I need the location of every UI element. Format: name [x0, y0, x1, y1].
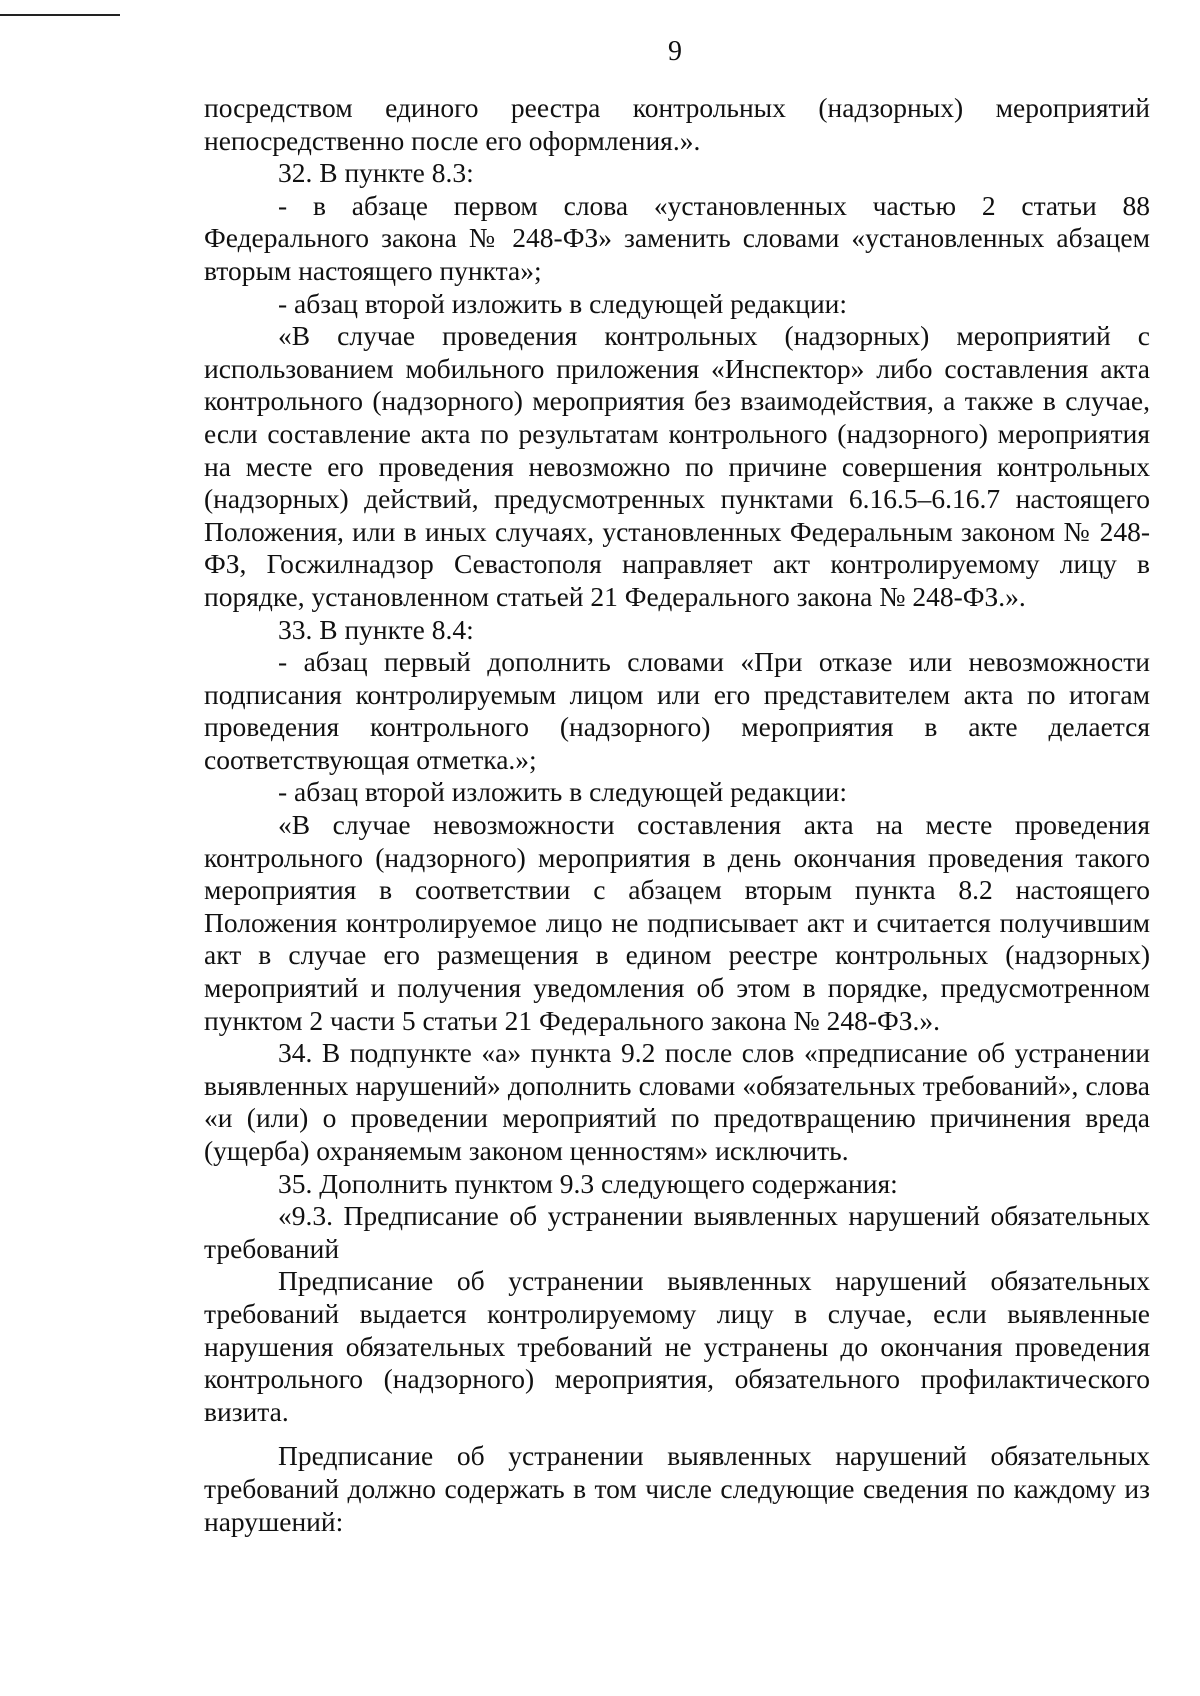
- paragraph-item-33-second-change: - абзац второй изложить в следующей редакции:: [278, 776, 848, 808]
- paragraph-item-32-second-change: - абзац второй изложить в следующей редакции:: [278, 287, 848, 319]
- paragraph-item-35: 35. Дополнить пунктом 9.3 следующего содержания:: [278, 1167, 898, 1199]
- paragraph-item-34: 34. В подпункте «а» пункта 9.2 после слов «предписание об устранении выявленных нарушений» дополнить словами «обязательных требований», слова «и (или) о проведении мероприятий по предотвращению причинения вреда (ущерба) охраняемым законом ценностям» исключить.: [204, 1037, 1150, 1166]
- paragraph-item-32-new-text: «В случае проведения контрольных (надзорных) мероприятий с использованием мобильного приложения «Инспектор» либо составления акта контрольного (надзорного) мероприятия без взаимодействия, а также в случае, если составление акта по результатам контрольного (надзорного) мероприятия на месте его проведения невозможно по причине совершения контрольных (надзорных) действий, предусмотренных пунктами 6.16.5–6.16.7 настоящего Положения, или в иных случаях, установленных Федеральным законом № 248-ФЗ, Госжилнадзор Севастополя направляет акт контролируемому лицу в порядке, установленном статьей 21 Федерального закона № 248-ФЗ.».: [204, 320, 1150, 612]
- page-number: 9: [668, 36, 682, 67]
- paragraph-continuation: посредством единого реестра контрольных (надзорных) мероприятий непосредственно после его оформления.».: [204, 92, 1150, 156]
- top-rule: [0, 14, 120, 16]
- paragraph-item-33-new-text: «В случае невозможности составления акта на месте проведения контрольного (надзорного) мероприятия в день окончания проведения такого мероприятия в соответствии с абзацем вторым пункта 8.2 настоящего Положения контролируемое лицо не подписывает акт и считается получившим акт в случае его размещения в едином реестре контрольных (надзорных) мероприятий и получения уведомления об этом в порядке, предусмотренном пунктом 2 части 5 статьи 21 Федерального закона № 248-ФЗ.».: [204, 809, 1150, 1036]
- paragraph-item-33: 33. В пункте 8.4:: [278, 613, 474, 645]
- paragraph-9-3-body-1: Предписание об устранении выявленных нарушений обязательных требований выдается контролируемому лицу в случае, если выявленные нарушения обязательных требований не устранены до окончания проведения контрольного (надзорного) мероприятия, обязательного профилактического визита.: [204, 1265, 1150, 1427]
- paragraph-item-32: 32. В пункте 8.3:: [278, 157, 474, 189]
- document-body: [204, 92, 1150, 1538]
- paragraph-item-32-first-change: - в абзаце первом слова «установленных частью 2 статьи 88 Федерального закона № 248-ФЗ» заменить словами «установленных абзацем вторым настоящего пункта»;: [204, 189, 1150, 286]
- paragraph-item-33-first-change: - абзац первый дополнить словами «При отказе или невозможности подписания контролируемым лицом или его представителем акта по итогам проведения контрольного (надзорного) мероприятия в акте делается соответствующая отметка.»;: [204, 646, 1150, 775]
- paragraph-heading-9-3: «9.3. Предписание об устранении выявленных нарушений обязательных требований: [204, 1200, 1150, 1264]
- paragraph-9-3-body-2: Предписание об устранении выявленных нарушений обязательных требований должно содержать в том числе следующие сведения по каждому из нарушений:: [204, 1440, 1150, 1537]
